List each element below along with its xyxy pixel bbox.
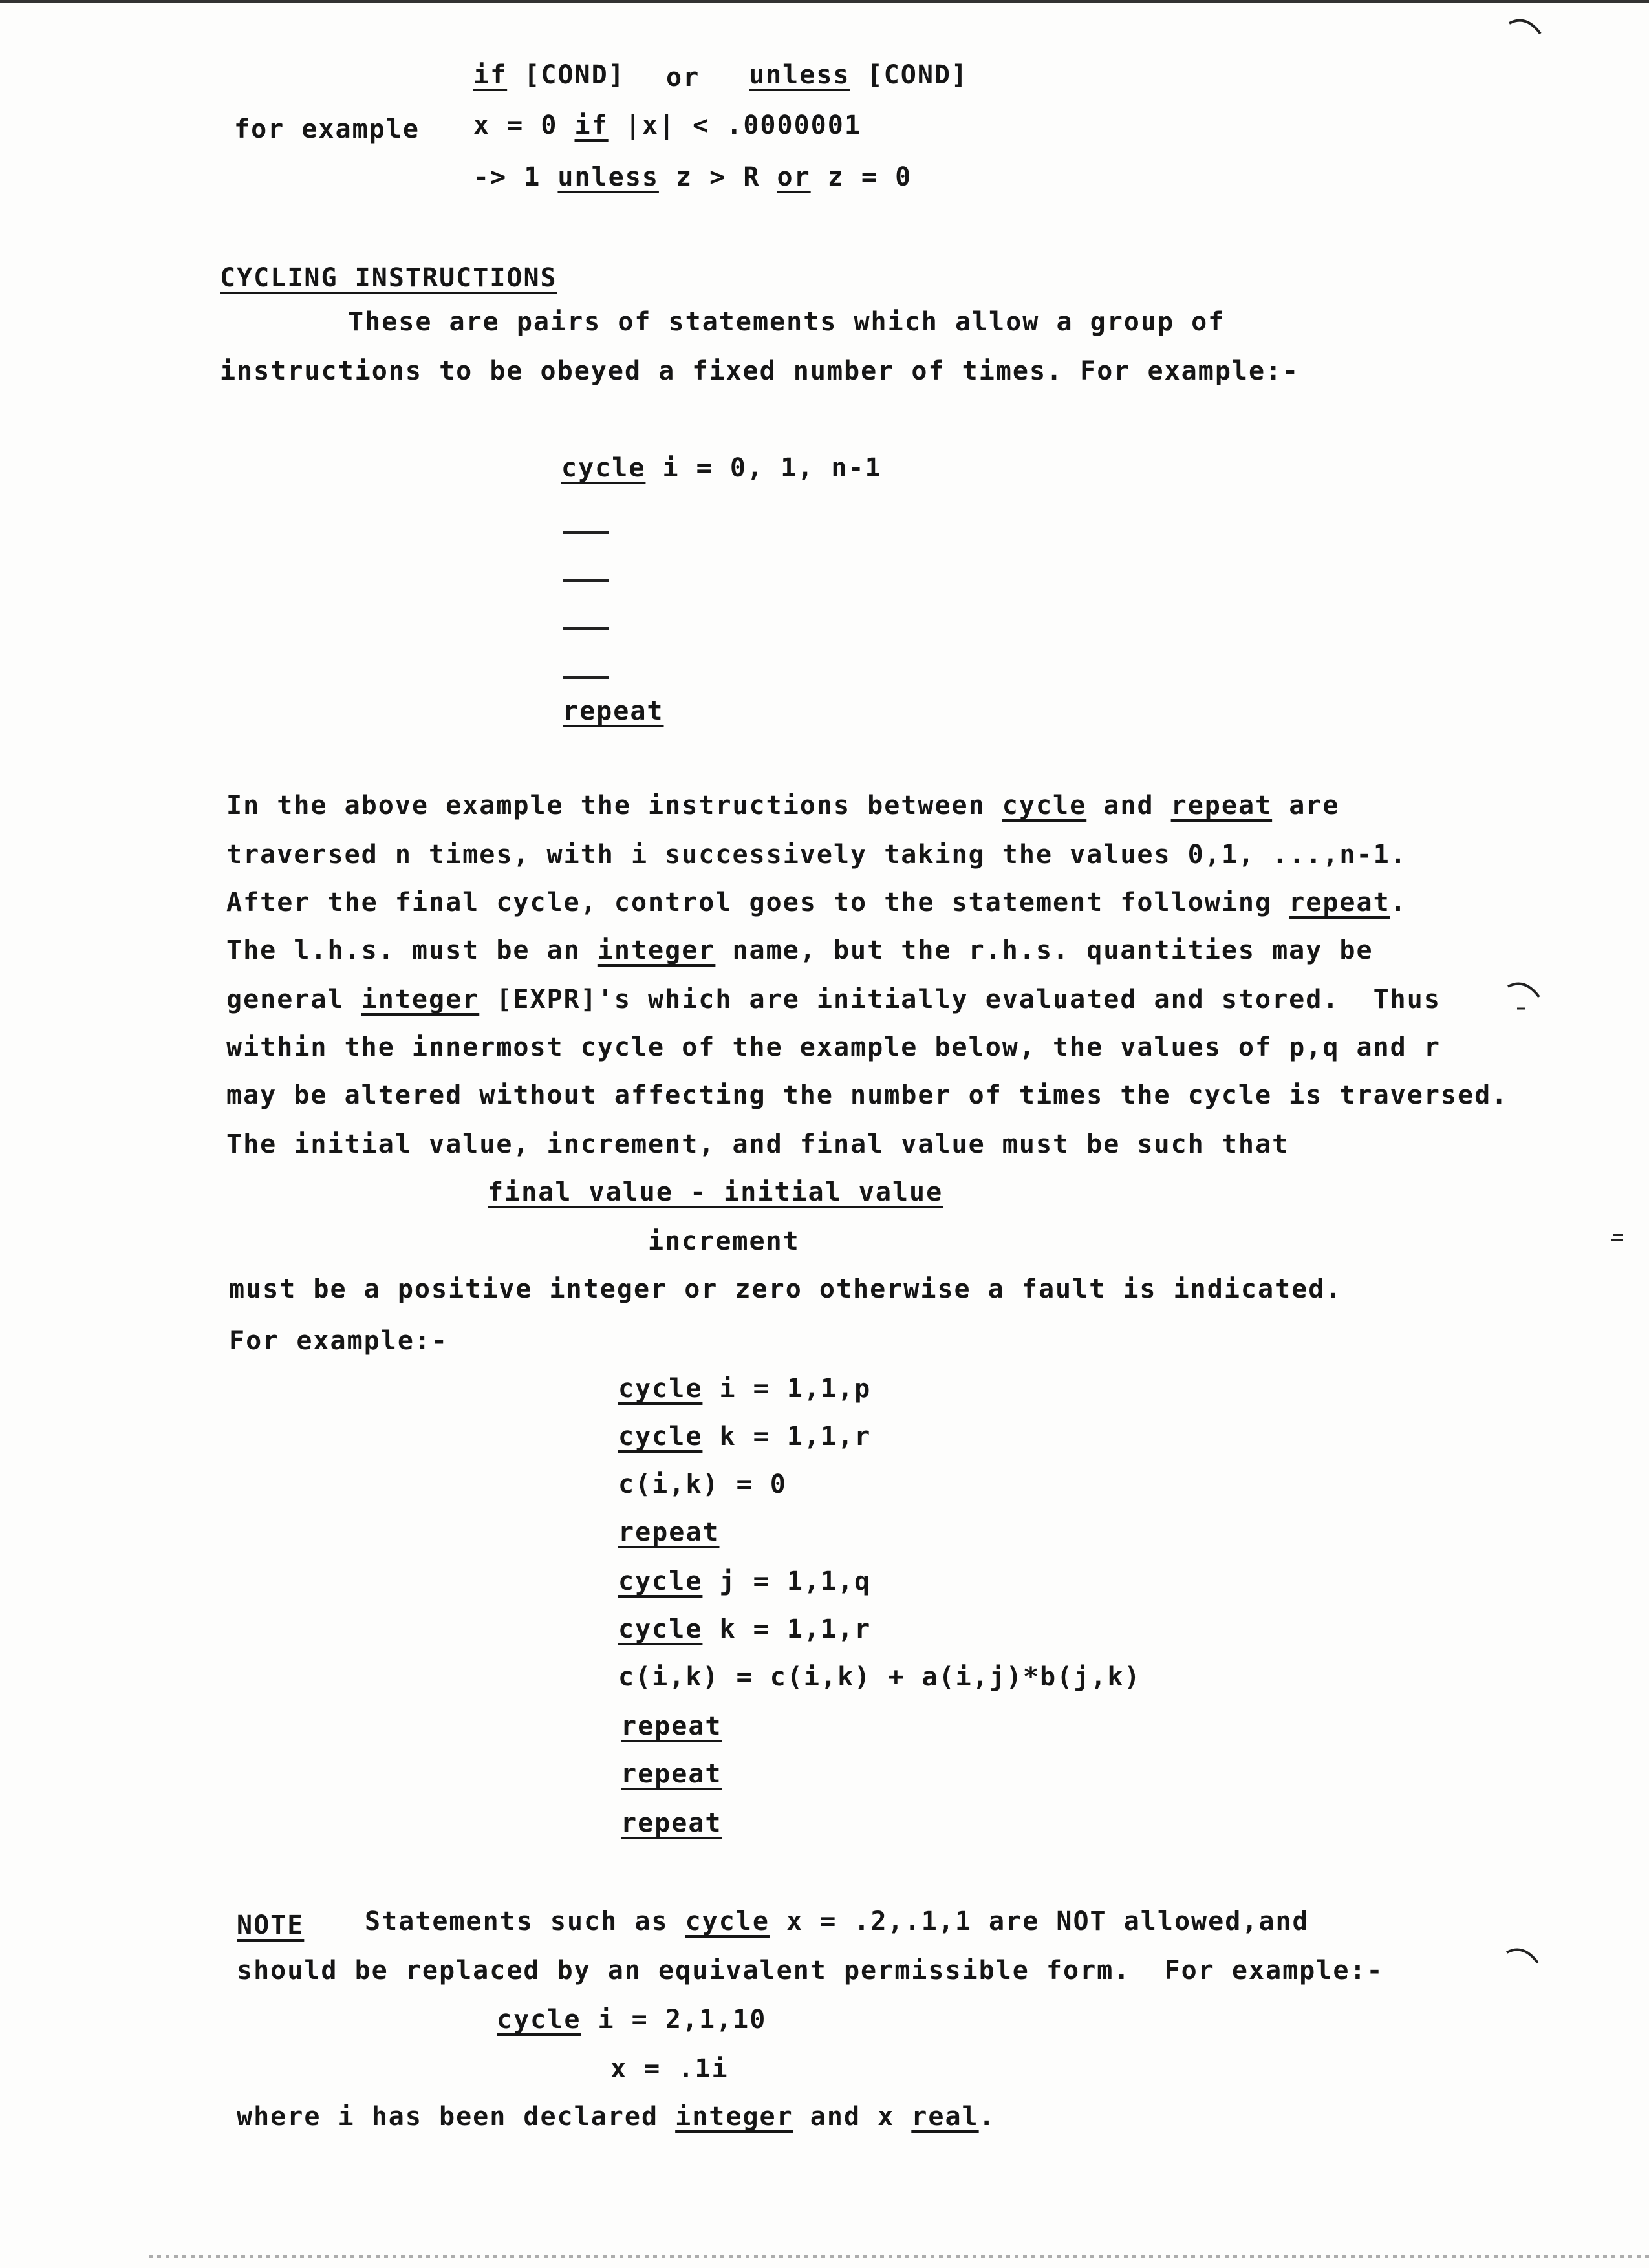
keyword-or: or xyxy=(777,162,811,192)
code-keyword: cycle xyxy=(618,1422,703,1451)
note-example-line-1: cycle i = 2,1,10 xyxy=(497,2005,767,2035)
explanation-line-4: The l.h.s. must be an integer name, but the r.h.s. quantities may be xyxy=(226,936,1374,965)
section-heading: CYCLING INSTRUCTIONS xyxy=(220,263,557,293)
fraction-denominator: increment xyxy=(648,1226,800,1256)
code-line xyxy=(621,1759,722,1790)
keyword-cycle: cycle xyxy=(497,2005,581,2035)
note-line-1: Statements such as cycle x = .2,.1,1 are NOT allowed,and xyxy=(365,1907,1310,1936)
placeholder-statement-line xyxy=(563,531,609,534)
explanation-line-9: must be a positive integer or zero otherwise a fault is indicated. xyxy=(229,1274,1342,1304)
intro-line-2: instructions to be obeyed a fixed number of times. For example:- xyxy=(220,356,1300,386)
condition-syntax-line: if [COND] xyxy=(473,60,625,90)
code-keyword: repeat xyxy=(621,1711,722,1741)
code-line xyxy=(621,1711,722,1742)
code-keyword: repeat xyxy=(621,1759,722,1789)
keyword-unless: unless xyxy=(557,162,659,192)
note-line-2: should be replaced by an equivalent permissible form. For example:- xyxy=(237,1956,1384,1985)
example1-header: cycle i = 0, 1, n-1 xyxy=(561,453,882,483)
code-line: cycle k = 1,1,r xyxy=(618,1614,872,1644)
keyword-if: if xyxy=(574,111,609,140)
unless-syntax: unless [COND] xyxy=(749,60,969,90)
code-keyword: cycle xyxy=(618,1614,703,1644)
final-line: where i has been declared integer and x real. xyxy=(237,2102,996,2132)
explanation-line-5: general integer [EXPR]'s which are initially evaluated and stored. Thus xyxy=(226,985,1441,1014)
placeholder-statement-line xyxy=(563,579,609,582)
placeholder-statement-line xyxy=(563,676,609,679)
code-line xyxy=(621,1808,722,1839)
punch-hole-mark xyxy=(1507,14,1546,40)
example-line-2: -> 1 unless z > R or z = 0 xyxy=(473,162,912,192)
keyword-integer: integer xyxy=(597,936,716,965)
keyword-real: real xyxy=(911,2102,979,2132)
keyword-if: if xyxy=(473,60,508,90)
keyword-integer: integer xyxy=(675,2102,793,2132)
code-line: cycle j = 1,1,q xyxy=(618,1567,872,1596)
fraction-numerator: final value - initial value xyxy=(488,1177,943,1207)
scan-speck xyxy=(1610,1228,1630,1248)
code-keyword: repeat xyxy=(618,1517,720,1547)
example-label: for example xyxy=(234,114,420,144)
code-line: c(i,k) = c(i,k) + a(i,j)*b(j,k) xyxy=(618,1662,1141,1692)
note-label: NOTE xyxy=(237,1910,305,1940)
punch-hole-mark xyxy=(1504,1943,1543,1976)
code-line xyxy=(618,1517,720,1548)
code-keyword: cycle xyxy=(618,1567,703,1596)
keyword-cycle: cycle xyxy=(1002,791,1087,820)
explanation-line-1: In the above example the instructions between cycle and repeat are xyxy=(226,791,1340,820)
code-keyword: repeat xyxy=(621,1808,722,1838)
code-keyword: cycle xyxy=(618,1374,703,1404)
keyword-cycle: cycle xyxy=(685,1907,770,1936)
note-example-line-2: x = .1i xyxy=(610,2054,729,2084)
explanation-line-10: For example:- xyxy=(229,1326,449,1356)
code-line: c(i,k) = 0 xyxy=(618,1470,787,1499)
keyword-repeat: repeat xyxy=(563,696,664,726)
explanation-line-8: The initial value, increment, and final value must be such that xyxy=(226,1129,1289,1159)
code-line: cycle i = 1,1,p xyxy=(618,1374,872,1404)
keyword-or: or xyxy=(666,63,700,92)
intro-line-1: These are pairs of statements which allow a group of xyxy=(348,307,1225,337)
page-top-edge xyxy=(0,0,1649,3)
page-bottom-edge xyxy=(149,2255,1649,2258)
code-line: cycle k = 1,1,r xyxy=(618,1422,872,1451)
keyword-integer: integer xyxy=(361,985,480,1014)
punch-hole-mark xyxy=(1505,978,1544,1016)
placeholder-statement-line xyxy=(563,627,609,630)
explanation-line-2: traversed n times, with i successively taking the values 0,1, ...,n-1. xyxy=(226,840,1407,870)
example-line-1: x = 0 if |x| < .0000001 xyxy=(473,111,861,140)
keyword-repeat: repeat xyxy=(1289,888,1390,917)
keyword-repeat: repeat xyxy=(1170,791,1273,820)
keyword-unless: unless xyxy=(749,60,850,90)
explanation-line-3: After the final cycle, control goes to the statement following repeat. xyxy=(226,888,1407,917)
explanation-line-6: within the innermost cycle of the example below, the values of p,q and r xyxy=(226,1032,1441,1062)
explanation-line-7: may be altered without affecting the number of times the cycle is traversed. xyxy=(226,1080,1509,1110)
keyword-cycle: cycle xyxy=(561,453,646,483)
